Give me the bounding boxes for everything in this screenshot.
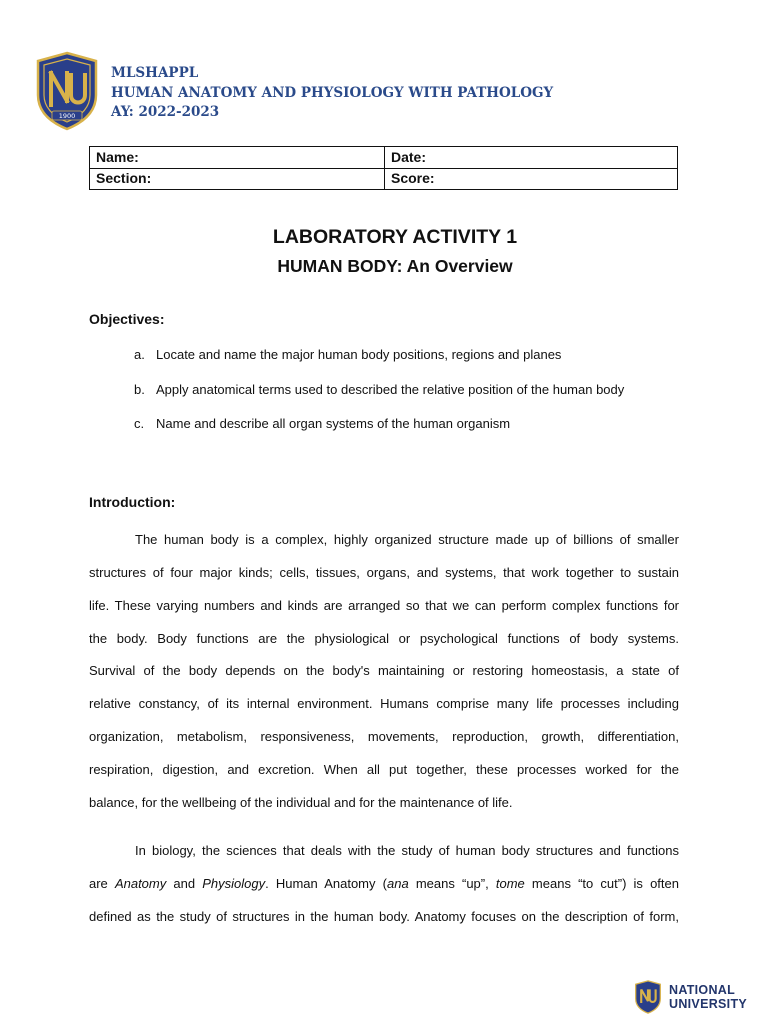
- footer-logo-text: [669, 983, 747, 1011]
- term-ana: ana: [386, 876, 409, 891]
- paragraph-line: balance, for the wellbeing of the individual and for the maintenance of life.: [89, 795, 513, 810]
- objective-text: Apply anatomical terms used to described the relative position of the human body: [156, 382, 625, 397]
- paragraph-line: Survival of the body depends on the body's maintaining or restoring homeostasis, a state of: [89, 663, 679, 678]
- crest-year-text: 1900: [58, 112, 76, 120]
- course-header: [111, 64, 553, 123]
- paragraph-line: life. These varying numbers and kinds are arranged so that we can perform complex functions for: [89, 598, 679, 613]
- score-field[interactable]: Score:: [391, 170, 435, 186]
- course-code: MLSHAPPL: [111, 65, 199, 81]
- name-field[interactable]: Name:: [90, 147, 385, 168]
- objective-letter: a.: [134, 347, 145, 362]
- date-field[interactable]: Date:: [391, 149, 427, 165]
- academic-year: AY: 2022-2023: [111, 104, 220, 120]
- text-run: means “up”,: [408, 876, 496, 891]
- text-run: . Human Anatomy (: [265, 876, 387, 891]
- objective-text: Name and describe all organ systems of the human organism: [156, 416, 511, 431]
- info-row: [90, 147, 677, 169]
- paragraph-line: organization, metabolism, responsiveness, movements, reproduction, growth, differentiation,: [89, 729, 679, 744]
- paragraph-line: the body. Body functions are the physiological or psychological functions of body systems.: [89, 631, 679, 646]
- section-field[interactable]: Section:: [90, 168, 385, 189]
- text-run: are: [89, 876, 115, 891]
- introduction-heading: Introduction:: [89, 494, 176, 510]
- objective-item: [134, 416, 510, 431]
- objective-letter: c.: [134, 416, 145, 431]
- university-crest-icon: [34, 51, 100, 131]
- paragraph-line: structures of four major kinds; cells, tissues, organs, and systems, that work together to sustain: [89, 565, 679, 580]
- objective-letter: b.: [134, 382, 145, 397]
- term-physiology: Physiology: [202, 876, 266, 891]
- course-title: HUMAN ANATOMY AND PHYSIOLOGY WITH PATHOLOGY: [111, 84, 554, 101]
- activity-title: LABORATORY ACTIVITY 1: [272, 226, 518, 248]
- paragraph-line: relative constancy, of its internal environment. Humans comprise many life processes including: [89, 696, 679, 711]
- paragraph-line: defined as the study of structures in the human body. Anatomy focuses on the description of form,: [89, 909, 679, 924]
- footer-crest-icon: [634, 980, 662, 1014]
- objective-item: [134, 382, 624, 397]
- footer-logo-line2: UNIVERSITY: [669, 997, 748, 1011]
- student-info-table: [89, 146, 678, 190]
- paragraph-line: respiration, digestion, and excretion. When all put together, these processes worked for the: [89, 762, 679, 777]
- term-anatomy: Anatomy: [114, 876, 167, 891]
- objective-text: Locate and name the major human body positions, regions and planes: [156, 347, 562, 362]
- paragraph-line: [89, 876, 679, 892]
- paragraph-line: In biology, the sciences that deals with the study of human body structures and functions: [135, 843, 679, 858]
- objectives-heading: Objectives:: [89, 311, 165, 327]
- activity-subtitle: HUMAN BODY: An Overview: [277, 256, 513, 276]
- text-run: means “to cut”) is often: [524, 876, 679, 891]
- objective-item: [134, 347, 561, 362]
- term-tome: tome: [495, 876, 525, 891]
- info-row: [90, 168, 677, 189]
- text-run: and: [166, 876, 203, 891]
- paragraph-line: The human body is a complex, highly organized structure made up of billions of smaller: [135, 532, 679, 547]
- footer-logo-line1: NATIONAL: [669, 983, 736, 997]
